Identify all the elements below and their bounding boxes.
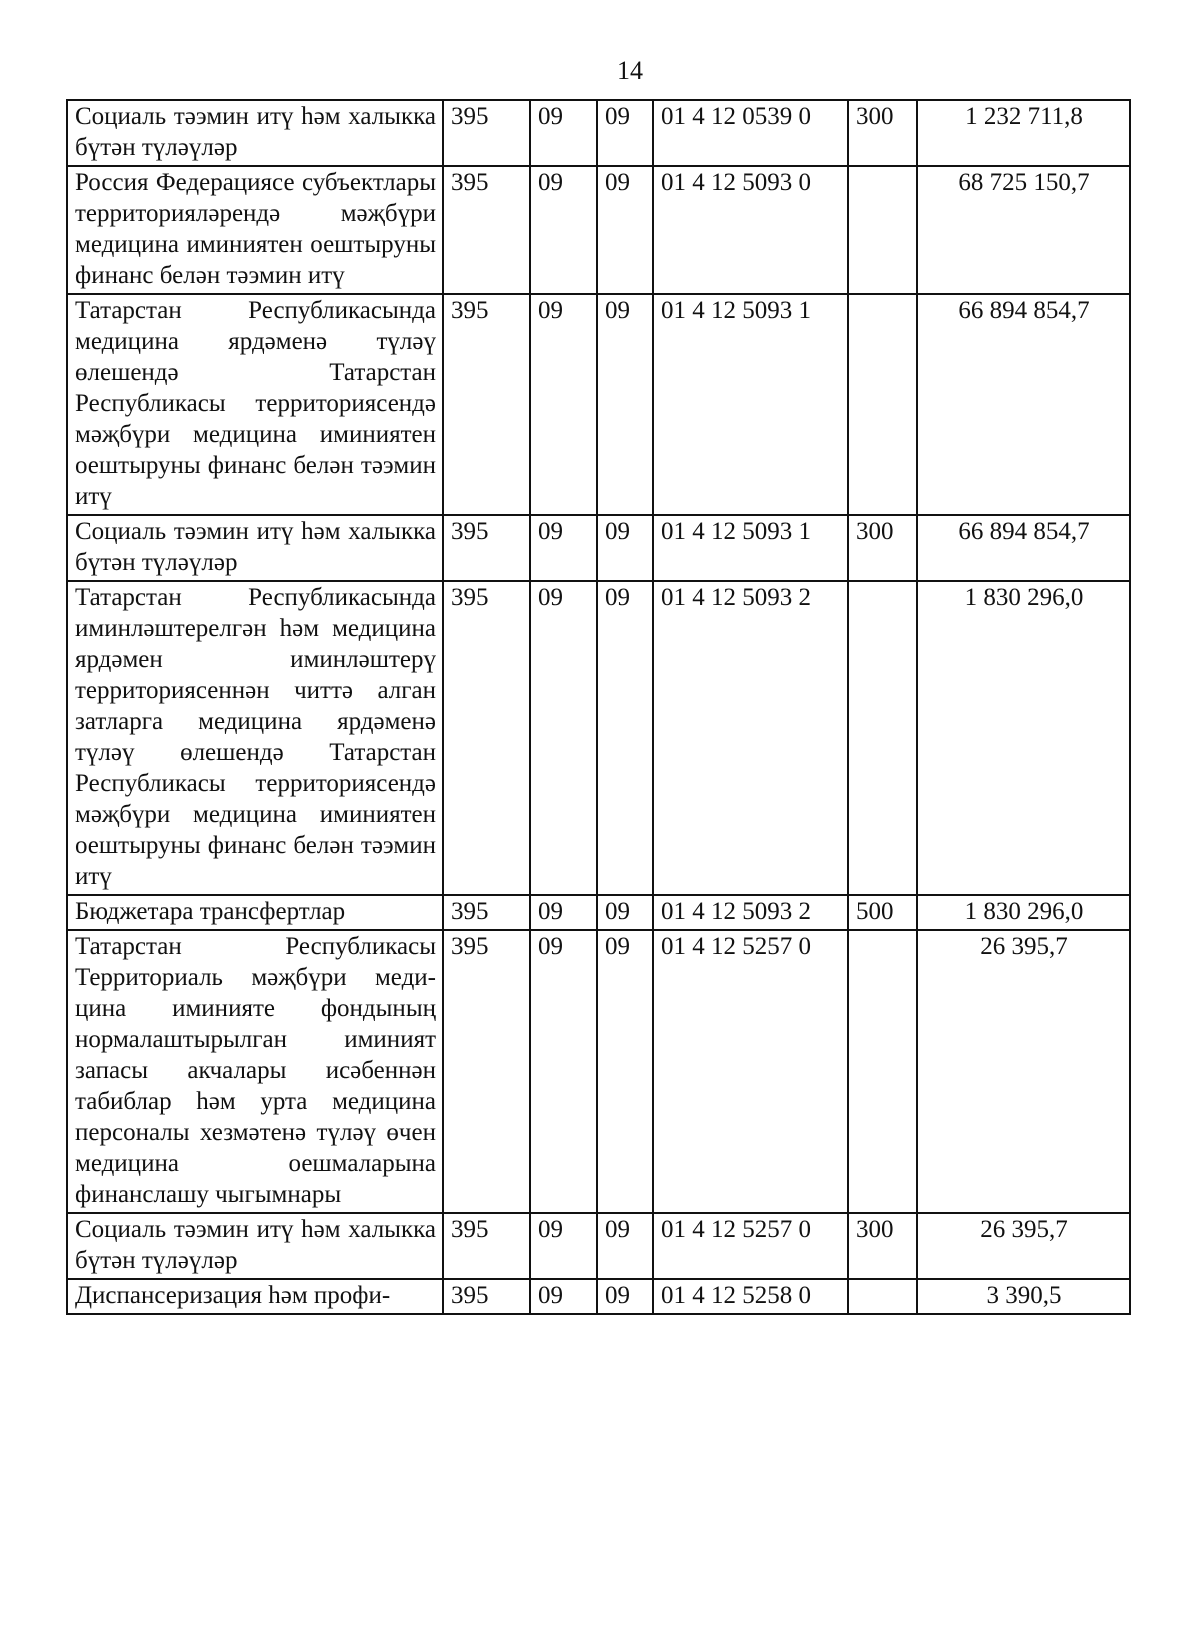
subsection-code: 09 [597, 515, 653, 581]
section-code: 09 [530, 1213, 597, 1279]
target-article-code: 01 4 12 5093 2 [653, 581, 848, 895]
target-article-code: 01 4 12 5257 0 [653, 1213, 848, 1279]
table-row [67, 100, 1130, 166]
subsection-code: 09 [597, 1279, 653, 1314]
row-description: Россия Федерациясе субъектлары территорияләрендә мәҗбүри медицина иминиятен оештыруны финанс белән тәэмин итү [67, 166, 443, 294]
section-code: 09 [530, 581, 597, 895]
subsection-code: 09 [597, 1213, 653, 1279]
section-code: 09 [530, 930, 597, 1213]
admin-code: 395 [443, 294, 530, 515]
target-article-code: 01 4 12 0539 0 [653, 100, 848, 166]
expense-type-code: 300 [848, 1213, 917, 1279]
expense-type-code: 500 [848, 895, 917, 930]
budget-table-body [67, 100, 1130, 1314]
amount: 1 830 296,0 [917, 581, 1130, 895]
subsection-code: 09 [597, 166, 653, 294]
amount: 26 395,7 [917, 1213, 1130, 1279]
expense-type-code: 300 [848, 100, 917, 166]
section-code: 09 [530, 1279, 597, 1314]
section-code: 09 [530, 166, 597, 294]
expense-type-code: 300 [848, 515, 917, 581]
amount: 1 830 296,0 [917, 895, 1130, 930]
table-row [67, 515, 1130, 581]
target-article-code: 01 4 12 5257 0 [653, 930, 848, 1213]
expense-type-code [848, 166, 917, 294]
expense-type-code [848, 930, 917, 1213]
row-description: Диспансеризация һәм профи- [67, 1279, 443, 1314]
amount: 66 894 854,7 [917, 294, 1130, 515]
amount: 68 725 150,7 [917, 166, 1130, 294]
budget-table [66, 99, 1131, 1315]
table-row [67, 1279, 1130, 1314]
amount: 3 390,5 [917, 1279, 1130, 1314]
expense-type-code [848, 581, 917, 895]
section-code: 09 [530, 100, 597, 166]
admin-code: 395 [443, 100, 530, 166]
admin-code: 395 [443, 895, 530, 930]
target-article-code: 01 4 12 5093 0 [653, 166, 848, 294]
row-description: Татарстан Республикасында иминләштерелгән һәм медицина ярдәмен иминләштерү территориясеннән читтә алган затларга медицина ярдәменә түләү өлешендә Татарстан Республикасы территориясендә мәҗбүри медицина иминиятен оештыруны финанс белән тәэмин итү [67, 581, 443, 895]
admin-code: 395 [443, 930, 530, 1213]
section-code: 09 [530, 895, 597, 930]
page-number: 14 [617, 56, 643, 85]
target-article-code: 01 4 12 5258 0 [653, 1279, 848, 1314]
table-row [67, 1213, 1130, 1279]
table-row [67, 930, 1130, 1213]
admin-code: 395 [443, 1213, 530, 1279]
admin-code: 395 [443, 515, 530, 581]
target-article-code: 01 4 12 5093 1 [653, 515, 848, 581]
table-row [67, 294, 1130, 515]
target-article-code: 01 4 12 5093 2 [653, 895, 848, 930]
expense-type-code [848, 294, 917, 515]
subsection-code: 09 [597, 581, 653, 895]
row-description: Социаль тәэмин итү һәм халыкка бүтән түләүләр [67, 100, 443, 166]
target-article-code: 01 4 12 5093 1 [653, 294, 848, 515]
admin-code: 395 [443, 166, 530, 294]
section-code: 09 [530, 294, 597, 515]
table-row [67, 895, 1130, 930]
amount: 1 232 711,8 [917, 100, 1130, 166]
row-description: Социаль тәэмин итү һәм халыкка бүтән түләүләр [67, 515, 443, 581]
row-description: Бюджетара трансфертлар [67, 895, 443, 930]
admin-code: 395 [443, 1279, 530, 1314]
admin-code: 395 [443, 581, 530, 895]
subsection-code: 09 [597, 930, 653, 1213]
table-row [67, 581, 1130, 895]
row-description: Татарстан Республикасында медицина ярдәменә түләү өлешендә Татарстан Республикасы территориясендә мәҗбүри медицина иминиятен оештыруны финанс белән тәэмин итү [67, 294, 443, 515]
table-row [67, 166, 1130, 294]
expense-type-code [848, 1279, 917, 1314]
row-description: Социаль тәэмин итү һәм халыкка бүтән түләүләр [67, 1213, 443, 1279]
row-description: Татарстан Республикасы Территориаль мәҗбүри меди-цина иминияте фондының нормалаштырылган иминият запасы акчалары исәбеннән табиблар һәм урта медицина персоналы хезмәтенә түләү өчен медицина оешмаларына финанслашу чыгымнары [67, 930, 443, 1213]
subsection-code: 09 [597, 100, 653, 166]
section-code: 09 [530, 515, 597, 581]
amount: 26 395,7 [917, 930, 1130, 1213]
amount: 66 894 854,7 [917, 515, 1130, 581]
subsection-code: 09 [597, 895, 653, 930]
subsection-code: 09 [597, 294, 653, 515]
